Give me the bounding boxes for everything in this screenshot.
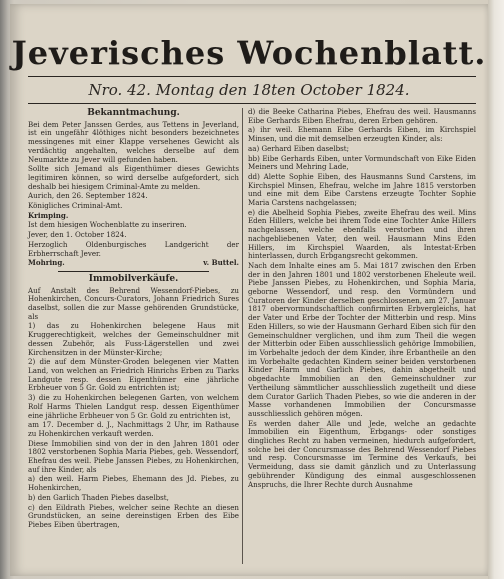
issue-line: Nro. 42. Montag den 18ten October 1824. bbox=[88, 81, 410, 99]
section-divider bbox=[58, 271, 209, 272]
heir-d: d) die Beeke Catharina Piebes, Ehefrau des weil. Hausmanns Eibe Gerhards Eiben Ehefrau, deren Erben gehören. bbox=[248, 107, 476, 125]
summons-paragraph: Es werden daher Alle und Jede, welche an gedachte Immobilien ein Eigenthum, Erbgangs- oder sonstiges dingliches Recht zu haben vermeinen, hiedurch aufgefordert, solche bei der Concursmasse des Behrend Wessendorf Piebes und resp. Concursmasse im Termine des Verkaufs, bei Vermeidung, dass sie damit gänzlich und zu Unterlassung gebührender Kündigung des einmal ausgeschlossenen Anspruchs, die Ihrer Rechte durch Ausnahme bbox=[248, 418, 476, 489]
notice-date-2: Jever, den 1. October 1824. bbox=[28, 230, 127, 240]
sale-item-2: 2) die auf dem Münster-Groden belegenen vier Matten Land, von welchen an Friedrich Hinrichs Erben zu Tiarks Landgute resp. dessen Eigenthümer eine jährliche Erbheuer von 5 Gr. Gold zu entrichten ist; bbox=[28, 357, 239, 393]
sale-child-b: b) den Garlich Thaden Piebes daselbst, bbox=[28, 492, 169, 502]
signature-row bbox=[28, 259, 239, 268]
sale-paragraph-2: am 17. December d. J., Nachmittags 2 Uhr, im Rathause zu Hohenkirchen verkauft werden. bbox=[28, 420, 239, 438]
left-column bbox=[28, 108, 239, 531]
notice-signature-2a: Mohring. bbox=[28, 258, 65, 268]
notice-date-1: Aurich, den 26. September 1824. bbox=[28, 191, 148, 201]
heir-dd: dd) Alette Sophie Eiben, des Hausmanns Sund Carstens, im Kirchspiel Minsen, Ehefrau, welche im Jahre 1815 verstorben und eine mit dem Eibe Carstens erzeugte Tochter Sophie Maria Carstens nachgelassen; bbox=[248, 171, 476, 208]
settlement-paragraph: Nach dem Inhalte eines am 5. Mai 1817 zwischen den Erben der in den Jahren 1801 und 1802 verstorbenen Eheleute weil. Piebe Janssen Piebes, zu Hohenkirchen, und Sophia Maria, geborne Wessendorf, und resp. den Vormündern und Curatoren der Kinder derselben geschlossenen, am 27. Januar 1817 obervormundschaftlich confirmirten Erbvergleichs, hat der Vater und Erbe der Tochter der Mitterbin und resp. Mins Eden Hillers, so wie der Hausmann Gerhard Eiben sich für den Gemeinschuldner verglichen, und ihm zum Theil die wegen der Mitterbin oder Eiben ausschliesslich gehörige Immobilien, im Vorbehalte jedoch der dem Kinder, ihre Erbantheile an den im Vorbehalte gedachten Kindern seiner beiden verstorbenen Kinder Harm und Garlich Piebes, dahin abgetheilt und obgedachte Immobilien an den Gemeinschuldner zur Vertheilung sämmtlicher ausschliesslich zugetheilt und diese dem Curator Garlich Thaden Piebes, so wie die anderen in der Masse vorhandenen Immobilien der Concursmasse ausschliesslich gehören mögen. bbox=[248, 260, 476, 418]
sale-paragraph-1: Auf Anstalt des Behrend Wessendorf-Piebes, zu Hohenkirchen, Concurs-Curators, Johann Friedrich Sures daselbst, sollen die zur Masse gehörenden Grundstücke, als bbox=[28, 285, 239, 321]
notice-office-1: Königliches Criminal-Amt. bbox=[28, 201, 123, 211]
sale-paragraph-3: Diese Immobilien sind von der in den Jahren 1801 oder 1802 verstorbenen Sophia Maria Piebes, geb. Wessendorf, Ehefrau des weil. Piebe Janssen Piebes, zu Hohenkirchen, auf ihre Kinder, als bbox=[28, 438, 239, 474]
sale-child-c: c) den Eildrath Piebes, welcher seine Rechte an diesen Grundstücken, an seine dereinstigen Erben des Eibe Piebes Eiben übertragen, bbox=[28, 502, 239, 529]
column-divider bbox=[242, 108, 243, 564]
heading-bekanntmachung: Bekanntmachung. bbox=[87, 108, 180, 118]
page-edge bbox=[488, 0, 504, 579]
right-column bbox=[248, 108, 476, 490]
notice-note-1: Ist dem hiesigen Wochenblatte zu inseriren. bbox=[28, 220, 187, 230]
notice-office-2: Herzoglich Oldenburgisches Landgericht der Erbherrschaft Jever. bbox=[28, 239, 239, 258]
sale-item-3: 3) die zu Hohenkirchen belegenen Garten, von welchem Rolf Harms Thielen Landgut resp. dessen Eigenthümer eine jährliche Erbheuer von 5 Gr. Gold zu entrichten ist, bbox=[28, 393, 239, 420]
heading-immobilverkaeufe: Immobilverkäufe. bbox=[88, 273, 179, 284]
notice-paragraph-1: Bei dem Peter Janssen Gerdes, aus Tettens in Jeverland, ist ein ungefähr 4löthiges nicht besonders bezeichnetes messingenes mit einer Klappe versehenes Gewicht als verdächtig angehalten, welches derselbe auf dem Neumarkte zu Jever will gefunden haben. bbox=[28, 119, 239, 164]
masthead-rule-bottom bbox=[28, 103, 476, 104]
heir-e: e) die Abelheid Sophia Piebes, zweite Ehefrau des weil. Mins Eden Hillers, welche bei ihrem Tode eine Tochter Anke Hillers nachgelassen, welche ebenfalls verstorben und ihren nachgebliebenen Vater, den weil. Hausmann Mins Eden Hillers, im Kirchspiel Waarden, als Intestat-Erben hinterlassen, durch Erbgangsrecht gekommen. bbox=[248, 207, 476, 261]
newspaper-page bbox=[10, 4, 488, 576]
notice-signature-2b: v. Buttel. bbox=[203, 258, 239, 268]
masthead-rule-top bbox=[28, 76, 476, 77]
heir-aa: aa) Gerhard Eiben daselbst; bbox=[248, 143, 350, 153]
sale-child-a: a) den weil. Harm Piebes, Ehemann des Jd. Piebes, zu Hohenkirchen, bbox=[28, 474, 239, 493]
notice-paragraph-2: Sollte sich Jemand als Eigenthümer dieses Gewichts legitimiren können, so wird derselbe aufgefordert, sich deshalb bei hiesigem Criminal-Amte zu melden. bbox=[28, 164, 239, 191]
masthead-title: Jeverisches Wochenblatt. bbox=[11, 34, 487, 72]
heir-a: a) ihr weil. Ehemann Eibe Gerhards Eiben, im Kirchspiel Minsen, und die mit demselben erzeugten Kinder, als: bbox=[248, 125, 476, 144]
notice-signature-1: Krimping. bbox=[28, 210, 69, 220]
heir-bb: bb) Eibe Gerhards Eiben, unter Vormundschaft von Eike Eiden Meiners und Mehring Lade, bbox=[248, 153, 476, 172]
sale-item-1: 1) das zu Hohenkirchen belegene Haus mit Kruggerechtigkeit, welches der Gemeinschuldner mit dessen Zubehör, als Fuss-Lägerstellen und zwei Kirchensitzen in der Münster-Kirche; bbox=[28, 321, 239, 357]
